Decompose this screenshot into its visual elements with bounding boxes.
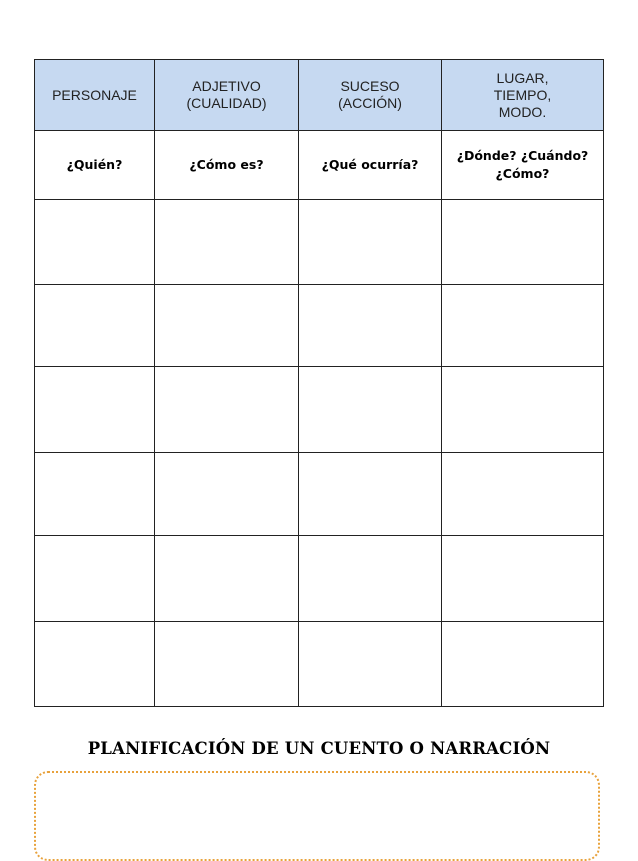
- header-personaje: [35, 60, 155, 131]
- question-line: ¿Cómo?: [495, 166, 550, 181]
- header-line: PERSONAJE: [52, 86, 137, 103]
- header-line: (CUALIDAD): [186, 95, 267, 111]
- blank-cell[interactable]: [299, 536, 442, 622]
- header-line: ADJETIVO: [192, 78, 261, 94]
- blank-cell[interactable]: [35, 285, 155, 367]
- blank-cell[interactable]: [299, 453, 442, 536]
- table-row: [35, 536, 604, 622]
- story-planning-table: [34, 59, 604, 707]
- blank-cell[interactable]: [442, 453, 604, 536]
- story-writing-box[interactable]: [34, 771, 600, 861]
- question-line: ¿Qué ocurría?: [321, 157, 419, 172]
- header-adjetivo: [155, 60, 299, 131]
- question-row: [35, 131, 604, 200]
- table-row: [35, 285, 604, 367]
- header-line: MODO.: [498, 103, 547, 120]
- header-line: SUCESO: [340, 78, 400, 94]
- header-line: TIEMPO,: [493, 86, 552, 103]
- blank-cell[interactable]: [155, 285, 299, 367]
- blank-cell[interactable]: [299, 367, 442, 453]
- blank-cell[interactable]: [35, 536, 155, 622]
- header-line: LUGAR,: [496, 69, 549, 86]
- table-row: [35, 367, 604, 453]
- header-lugar: [442, 60, 604, 131]
- blank-cell[interactable]: [155, 536, 299, 622]
- blank-cell[interactable]: [299, 622, 442, 707]
- blank-cell[interactable]: [155, 367, 299, 453]
- blank-cell[interactable]: [442, 622, 604, 707]
- table-row: [35, 453, 604, 536]
- table-row: [35, 200, 604, 285]
- header-row: [35, 60, 604, 131]
- header-suceso: [299, 60, 442, 131]
- blank-cell[interactable]: [35, 367, 155, 453]
- question-quien: [35, 131, 155, 200]
- question-que-ocurria: [299, 131, 442, 200]
- blank-cell[interactable]: [442, 200, 604, 285]
- question-donde-cuando: [442, 131, 604, 200]
- table-row: [35, 622, 604, 707]
- blank-cell[interactable]: [35, 200, 155, 285]
- blank-cell[interactable]: [442, 285, 604, 367]
- question-como-es: [155, 131, 299, 200]
- blank-cell[interactable]: [299, 200, 442, 285]
- blank-cell[interactable]: [155, 622, 299, 707]
- blank-cell[interactable]: [442, 536, 604, 622]
- blank-cell[interactable]: [155, 453, 299, 536]
- blank-cell[interactable]: [35, 453, 155, 536]
- question-line: ¿Quién?: [66, 157, 123, 172]
- question-line: ¿Cómo es?: [189, 157, 264, 172]
- section-title: PLANIFICACIÓN DE UN CUENTO O NARRACIÓN: [87, 739, 551, 758]
- question-line: ¿Dónde? ¿Cuándo?: [456, 148, 589, 163]
- blank-cell[interactable]: [35, 622, 155, 707]
- blank-cell[interactable]: [299, 285, 442, 367]
- blank-cell[interactable]: [442, 367, 604, 453]
- header-line: (ACCIÓN): [338, 95, 402, 111]
- blank-cell[interactable]: [155, 200, 299, 285]
